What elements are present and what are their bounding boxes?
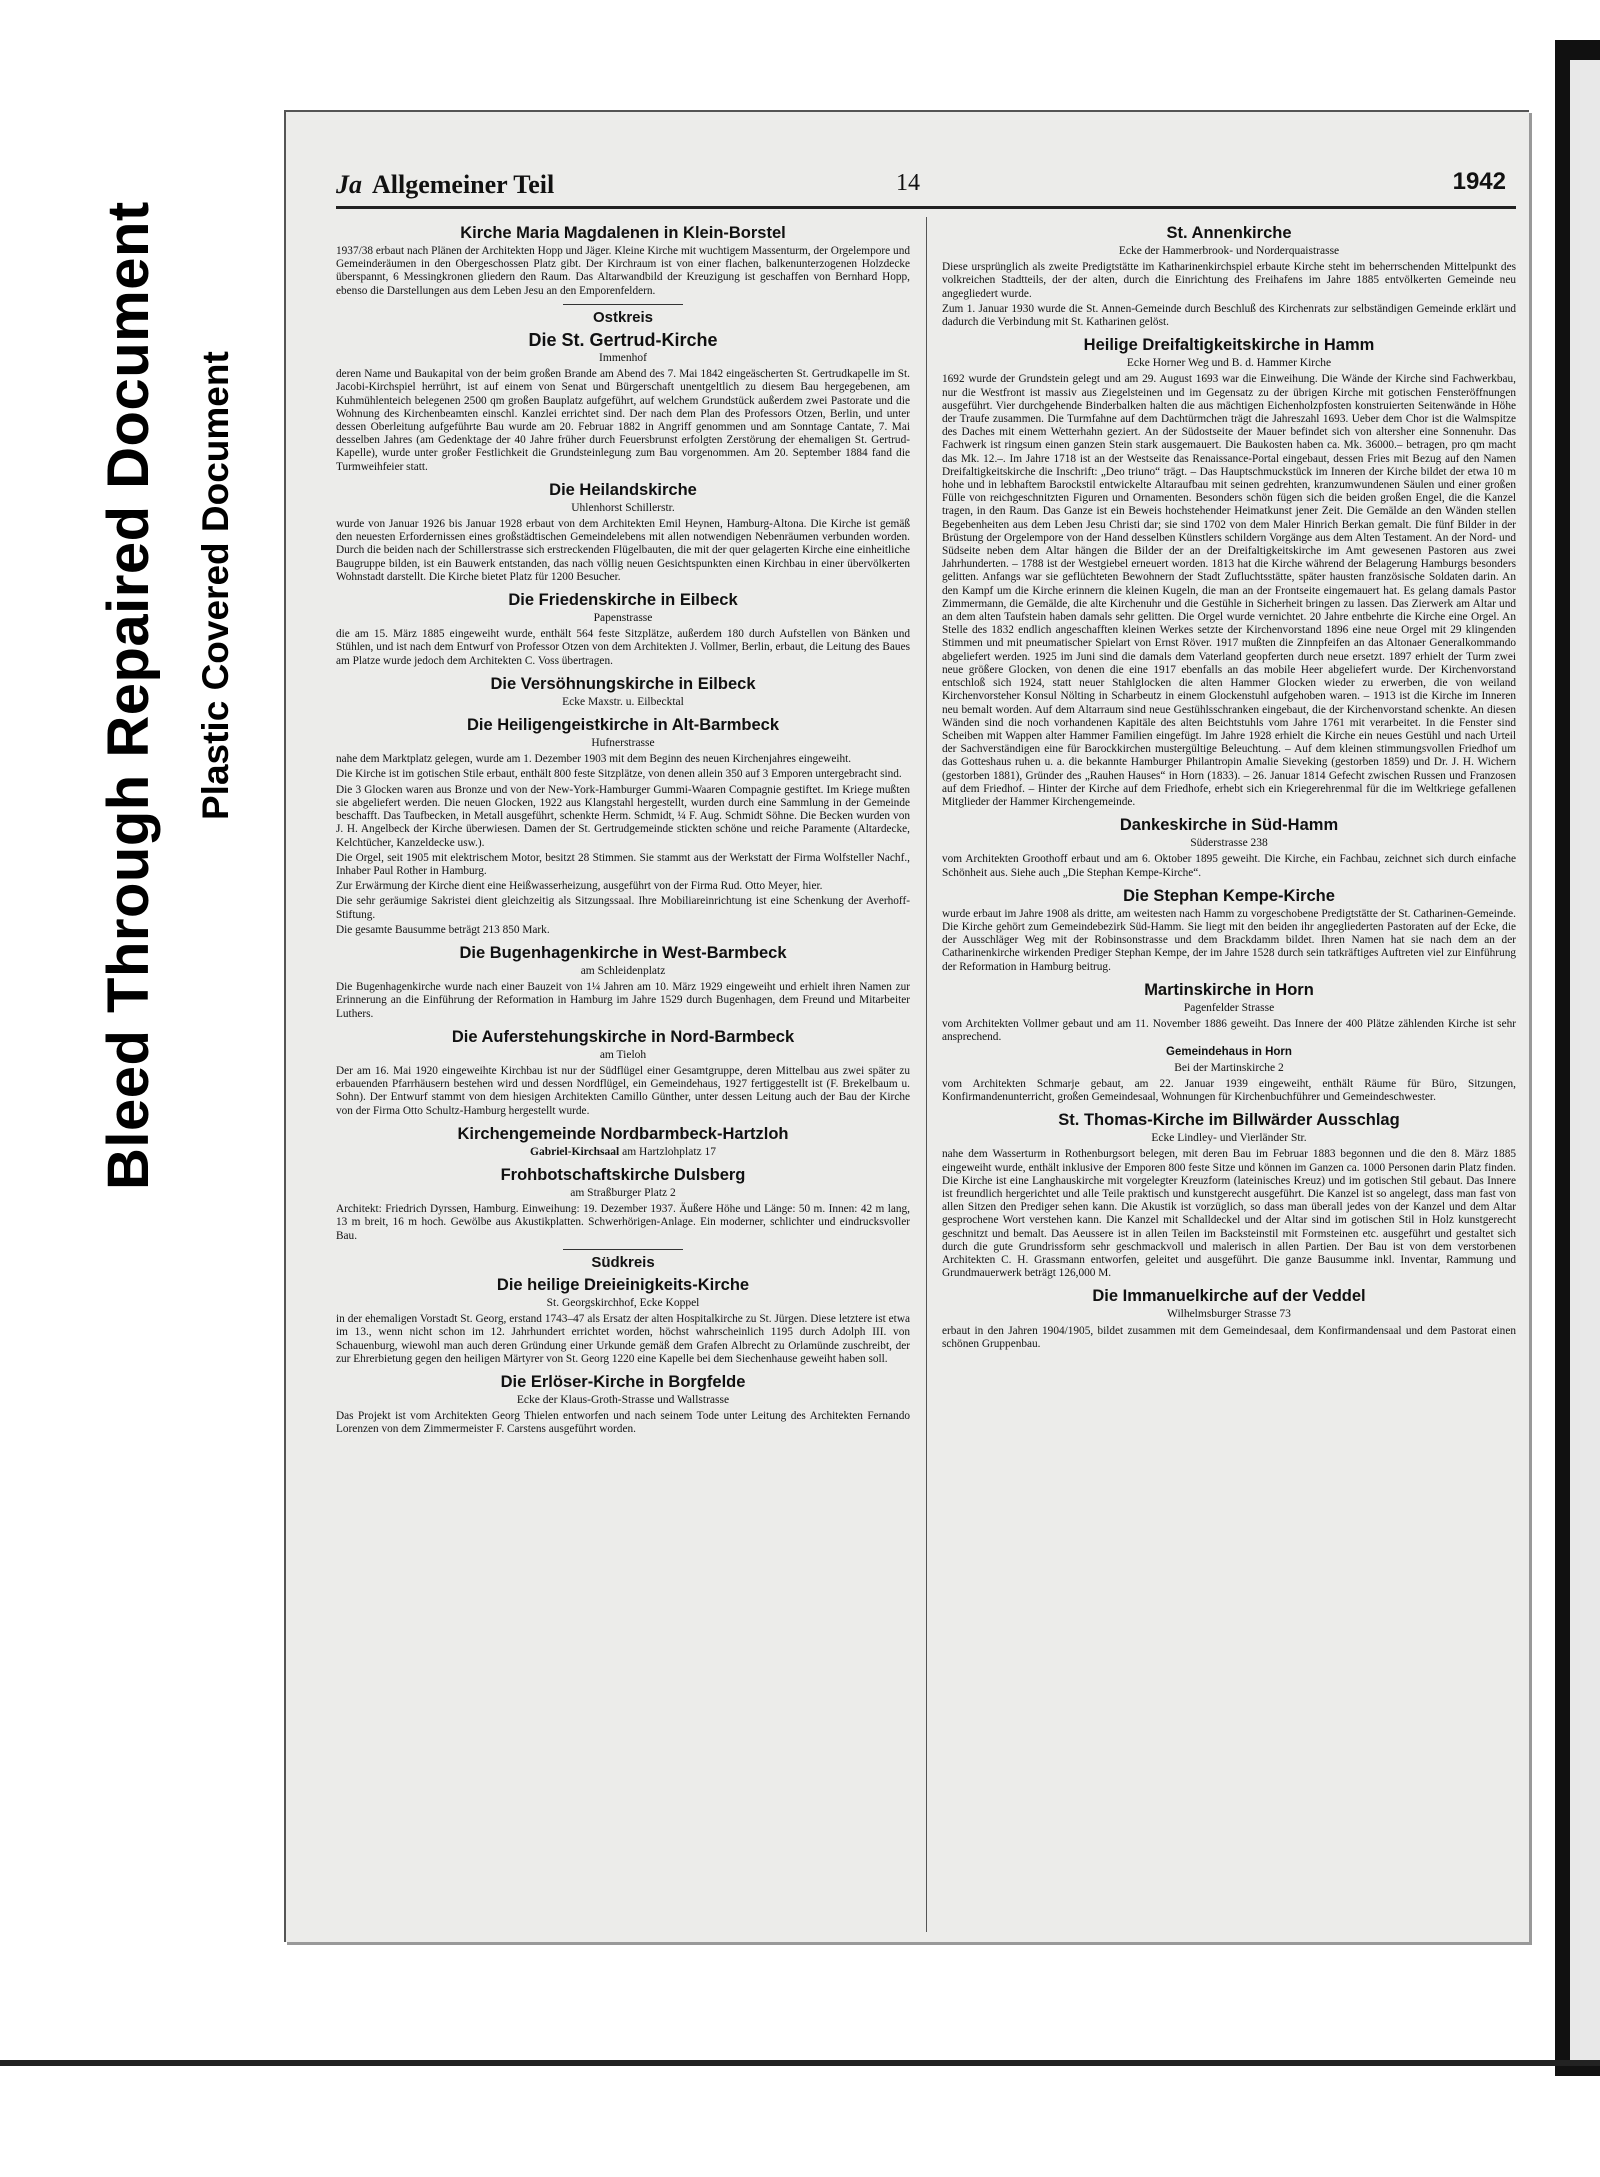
paragraph: 1937/38 erbaut nach Plänen der Architekten Hopp und Jäger. Kleine Kirche mit wuchtigem Massenturm, der Orgelempore und Gemeinderäumen in den Obergeschossen Platz gibt. Der Kirchraum ist von einer flachen, balkenunterzogenen Holzdecke überspannt, 6 Messingkronen gliedern den Raum. Das Altarwandbild der Kreuzigung ist geschaffen von Bernhard Hopp, ebenso die Darstellungen aus dem Leben Jesu an den Emporenfeldern. <box>336 245 910 297</box>
paragraph: Der am 16. Mai 1920 eingeweihte Kirchbau ist nur der Südflügel einer Gesamtgruppe, deren Mittelbau aus zwei später zu erbauenden Pfarrhäusern bestehen wird und dessen Nordflügel, ein Gemeindehaus, 1927 fertiggestellt ist (F. Brekelbaum u. Sohn). Der Entwurf stammt von dem hiesigen Architekten Camillo Günther, unter dessen Leitung auch der Bau der Kirche von der Firma Otto Schultz-Hamburg hergestellt wurde. <box>336 1064 910 1117</box>
address: Immenhof <box>599 352 647 365</box>
heading: Die Heiligengeistkirche in Alt-Barmbeck <box>466 716 780 735</box>
subheading: Gemeindehaus in Horn <box>1166 1046 1292 1059</box>
page-header <box>336 162 1516 212</box>
address: Ecke Maxstr. u. Eilbecktal <box>562 695 684 708</box>
address: Uhlenhorst Schillerstr. <box>571 501 675 514</box>
heading: Die heilige Dreieinigkeits-Kirche <box>496 1275 750 1294</box>
address: Ecke Horner Weg und B. d. Hammer Kirche <box>1126 357 1332 370</box>
heading: Die Erlöser-Kirche in Borgfelde <box>500 1372 746 1391</box>
year: 1942 <box>1452 168 1506 195</box>
divider <box>563 1249 683 1250</box>
paragraph: Diese ursprünglich als zweite Predigtstätte im Katharinenkirchspiel erbaute Kirche steht im beherrschenden Mittelpunkt des volkreichen Stadtteils, der der alten, durch die Einrichtung des Freihafens im Jahre 1885 entvölkerten Gemeinde neu angegliedert wurde. <box>942 261 1516 300</box>
heading: Die Auferstehungskirche in Nord-Barmbeck <box>451 1027 795 1046</box>
paragraph: Die sehr geräumige Sakristei dient gleichzeitig als Sitzungssaal. Ihre Mobiliareinrichtung ist eine Schenkung der Averhoff-Stiftung. <box>336 895 910 921</box>
heading: Die Immanuelkirche auf der Veddel <box>1092 1287 1366 1306</box>
paragraph: Das Projekt ist vom Architekten Georg Thielen entworfen und nach seinem Tode unter Leitung des Architekten Fernando Lorenzen von dem Zimmermeister F. Carstens ausgeführt worden. <box>336 1410 910 1436</box>
paragraph: Architekt: Friedrich Dyrssen, Hamburg. Einweihung: 19. Dezember 1937. Äußere Höhe und Länge: 50 m. Innen: 42 m lang, 13 m breit, 16 m hoch. Gewölbe aus Akustikplatten. Schwerhörigen-Anlage. Ein moderner, schlichter und eindrucksvoller Bau. <box>336 1203 910 1242</box>
paragraph: deren Name und Baukapital von der beim großen Brande am Abend des 7. Mai 1842 eingeäscherten St. Gertrudkapelle im St. Jacobi-Kirchspiel herrührt, ist auf einem von Senat und Bürgerschaft unentgeltlich zu diesem Bau hergegebenen, am Kuhmühlenteich belegenen 2500 qm großen Bauplatz aufgeführt, auf welchem Grundstück außerdem zwei Pastorate und die Wohnung des Kirchenbeamten einschl. Kanzlei errichtet sind. Der nach dem Plan des Professors Otzen, Berlin, und unter dessen Oberleitung aufgeführte Bau wurde am 20. Februar 1882 in Angriff genommen und am Sonntage Cantate, 7. Mai desselben Jahres (am Gedenktage der 40 Jahre früher durch Feuersbrunst erfolgten Zerstörung der ehemaligen St. Gertrud-Kapelle), wurde unter großer Festlichkeit die Grundsteinlegung zum Bau vorgenommen. Am 20. September 1884 fand die Turmweihfeier statt. <box>336 368 910 473</box>
address: Papenstrasse <box>593 612 653 625</box>
paragraph: Die Bugenhagenkirche wurde nach einer Bauzeit von 1¼ Jahren am 10. März 1929 eingeweiht und erhielt ihren Namen zur Erinnerung an die Einführung der Reformation in Hamburg im Jahre 1529 durch Bugenhagen, dem Freund und Mitarbeiter Luthers. <box>336 981 910 1020</box>
document-page <box>284 110 1529 1942</box>
paragraph: 1692 wurde der Grundstein gelegt und am 29. August 1693 war die Einweihung. Die Wände der Kirche sind Fachwerkbau, nur die Westfront ist massiv aus Ziegelsteinen und im Gegensatz zu der übrigen Kirche mit gotischen Fensteröffnungen ausgeführt. Vier durchgehende Binderbalken halten die aus mächtigen Eichenholzpfosten konstruierten Seitenwände in Höhe der Traufe zusammen. Die Turmfahne auf dem Dachtürmchen trägt die Jahreszahl 1693. Ueber dem Chor ist die Walmspitze des Daches mit einem Wetterhahn geziert. An der Südostseite der Mauer befindet sich von altersher eine Sonnenuhr. Das Fachwerk ist ringsum einen ganzen Stein stark ausgemauert. Die Baukosten haben ca. Mk. 36000.– betragen, pro qm macht das Mk. 12.–. Im Jahre 1718 ist an der Westseite das Renaissance-Portal eingebaut, dessen Fries mit Bezug auf den Namen Dreifaltigkeitskirche die Inschrift: „Deo triuno“ trägt. – Das Hauptschmuckstück im Inneren der Kirche bildet der etwa 10 m hohe und in lebhaftem Barockstil entwickelte Altaraufbau mit seinen gedrehten, kranzumwundenen Säulen und einer großen Fülle von reichgeschnitzten Figuren und Ornamenten. Besonders schön fügen sich die beiden großen Engel, die die Kanzel tragen, in den Raum. Das Ganze ist ein Beweis hochstehender Heimatkunst jener Zeit. Die Gemälde an den Wänden stellen Begebenheiten aus dem Leben Jesu Christi dar; sie sind 1702 von dem Maler Hinrich Berkan gemalt. Die fünf Bilder in der Brüstung der Orgelempore von der Hand desselben Künstlers schildern Vorgänge aus dem Alten Testament. An der Nord- und Südseite neben dem Altar hängen die Bilder der an der Dreifaltigkeitskirche im Amt gewesenen Pastoren aus zwei Jahrhunderten. – 1788 ist der Westgiebel erneuert worden. 1813 hat die Kirche während der Belagerung Hamburgs besonders gelitten. Anfangs war sie geflüchteten Bewohnern der Stadt Zufluchtsstätte, später hausten französische Soldaten darin. An den Kampf um die Kirche erinnern die kleinen Kugeln, die man an der Frontseite eingemauert hat. Es gelang damals Pastor Zimmermann, die Gemälde, die alte Kirchenuhr und die Gestühle in Sicherheit bringen zu lassen. Das Zierwerk am Altar und an dem alten Taufstein haben damals sehr gelitten. Die Orgel wurde vernichtet. 20 Jahre entbehrte die Kirche eine Orgel. An Stelle des 1832 endlich angeschafften kleinen Werkes setzte der Kirchenvorstand 1896 eine neue Orgel mit 29 klingenden Stimmen und mit pneumatischer Spielart von Ernst Röver. 1917 mußten die Zinnpfeifen an das Altonaer Generalkommando abgeliefert werden. 1925 im Juni sind die damals dem Vaterland geopferten durch neue ersetzt. 1897 erhielt der Turm zwei neue größere Glocken, von denen die eine 1917 ebenfalls an das mobile Heer abgeliefert wurde. Der Kirchenvorstand entschloß sich 1924, statt neuer Stahlglocken die alten Hammer Glocken wieder zu erwerben, die von weiland Kirchenvorsteher Konsul Nölting in Scharbeutz in einem Glockenstuhl aufgehoben waren. – 1913 ist die Kirche im Inneren neu bemalt worden. Auf dem Altarraum sind neue Gestühlsschranken eingebaut, die der Kirchenvorstand schenkte. An diesen Wänden sind die noch vorhandenen Kapitäle des alten Beichtstuhls vom Jahre 1761 mit verarbeitet. In die Fenster sind Scheiben mit Wappen alter Hammer Familien eingefügt. Im Jahre 1928 erhielt die Kirche ein neues Gestühl und nach Urteil der Sachverständigen eine für Barockkirchen mustergültige Beleuchtung. – Auf dem kleinen stimmungsvollen Friedhof um das Gotteshaus ruhen u. a. die bekannte Hamburger Philantropin Amalie Sieveking (gestorben 1859) und Dr. J. H. Wichern (gestorben 1881), Gründer des „Rauhen Hauses“ in Horn (1833). – 26. Januar 1814 Gefecht zwischen Russen und Franzosen auf dem Friedhof. – Hinter der Kirche auf dem Friedhofe, erhebt sich ein Kriegerehrenmal für die im Weltkriege gefallenen Mitglieder der Hammer Kirchengemeinde. <box>942 373 1516 808</box>
header-rule <box>336 206 1516 209</box>
page-number: 14 <box>896 170 920 196</box>
paragraph: nahe dem Marktplatz gelegen, wurde am 1. Dezember 1903 mit dem Beginn des neuen Kirchenjahres eingeweiht. <box>336 753 852 766</box>
scan-edge-right-inner <box>1570 60 1600 2060</box>
section-title: Ja Allgemeiner Teil <box>336 170 555 199</box>
paragraph: Zur Erwärmung der Kirche dient eine Heißwasserheizung, ausgeführt von der Firma Rud. Otto Meyer, hier. <box>336 880 823 893</box>
address: Wilhelmsburger Strasse 73 <box>1167 1308 1291 1321</box>
paragraph: die am 15. März 1885 eingeweiht wurde, enthält 564 feste Sitzplätze, außerdem 180 durch Aufstellen von Bänken und Stühlen, und ist nach dem Entwurf von Professor Otzen von dem Architekten J. Vollmer, Berlin, erbaut, die Leitung des Baues am Platze wurde jedoch dem Architekten C. Voss übertragen. <box>336 628 910 667</box>
district-heading: Südkreis <box>591 1253 655 1271</box>
paragraph: Die Orgel, seit 1905 mit elektrischem Motor, besitzt 28 Stimmen. Sie stammt aus der Werkstatt der Firma Wolfsteller Nachf., Inhaber Paul Rother in Hamburg. <box>336 851 910 877</box>
bleed-through-label: Bleed Through Repaired Document <box>96 201 161 1190</box>
heading: St. Thomas-Kirche im Billwärder Ausschlag <box>1058 1111 1400 1130</box>
address: Süderstrasse 238 <box>1190 837 1268 850</box>
paragraph: vom Architekten Schmarje gebaut, am 22. Januar 1939 eingeweiht, enthält Räume für Büro, Sitzungen, Konfirmandenunterricht, großen Gemeindesaal, Wohnungen für Kirchenbuchführer und Gemeindeschwester. <box>942 1077 1516 1103</box>
address: am Schleidenplatz <box>580 964 666 977</box>
paragraph: in der ehemaligen Vorstadt St. Georg, erstand 1743–47 als Ersatz der alten Hospitalkirche zu St. Jürgen. Diese letztere ist etwa im 13., wenn nicht schon im 12. Jahrhundert errichtet worden, höchst wahrscheinlich 1195 durch Adolph III. von Schauenburg, wiewohl man auch deren Gründung einer Urkunde gemäß dem Grafen Albrecht zu Orlamünde zuschreibt, der zur Ehrerbietung gegen den heiligen Märtyrer von St. Georg 1220 eine Kapelle bei dem Siechenhause geweiht haben soll. <box>336 1313 910 1365</box>
address: Bei der Martinskirche 2 <box>1174 1061 1284 1074</box>
paragraph: nahe dem Wasserturm in Rothenburgsort belegen, mit deren Bau im Februar 1883 begonnen und die den 8. März 1885 eingeweiht wurde, enthält inklusive der Emporen 800 feste Sitze und können im Ganzen ca. 1000 Personen darin Platz finden. Die Kirche ist eine Langhauskirche mit vorgelegter Kreuzform (lateinisches Kreuz) und im gotischen Stil gebaut. Das Innere ist freundlich hergerichtet und alle Teile praktisch und kunstgerecht ausgeführt. Die Kanzel ist so angelegt, dass man fast von allen Sitzen den Prediger sehen kann. Die Akustik ist vorzüglich, so dass man überall jedes von der Kanzel und dem Altar gesprochene Wort verstehen kann. Die Kanzel mit Schalldeckel und der Altar sind im gotischen Stil in Holz kunstgerecht geschnitzt und bemalt. Das Aeussere ist in allen Teilen im Backsteinstil mit Formsteinen etc. ausgeführt und gestaltet sich durch die gute Grundrissform sehr geschmackvoll und malerisch in allen Partien. Der Bau ist von dem verstorbenen Architekten C. H. Grassmann entworfen, geleitet und ausgeführt. Die ganze Bausumme inkl. Inventar, Rammung und Grundmauerwerk beträgt 126,000 M. <box>942 1148 1516 1280</box>
heading: Martinskirche in Horn <box>1144 980 1314 999</box>
heading: Die Versöhnungskirche in Eilbeck <box>490 674 756 693</box>
paragraph: erbaut in den Jahren 1904/1905, bildet zusammen mit dem Gemeindesaal, dem Konfirmandensaal und dem Pastorat einen schönen Gruppenbau. <box>942 1324 1516 1350</box>
column-divider <box>926 217 927 1932</box>
address: Hufnerstrasse <box>591 737 655 750</box>
heading: Frohbotschaftskirche Dulsberg <box>500 1165 746 1184</box>
paragraph: wurde erbaut im Jahre 1908 als dritte, am weitesten nach Hamm zu vorgeschobene Predigtstätte der St. Catharinen-Gemeinde. Die Kirche gehört zum Gemeindebezirk Süd-Hamm. Sie liegt mit den beiden ihr angegliederten Pastoraten auf der Ecke, die der Ausschläger Weg mit der Robinsonstrasse und dem Brackdamm bildet. Ihren Namen hat sie nach dem an der Catharinenkirche wirkenden Prediger Stephan Kempe, der im Jahre 1528 durch sein tatkräftiges Auftreten viel zur Einführung der Reformation in Hamburg beitrug. <box>942 907 1516 973</box>
heading: St. Annenkirche <box>1166 224 1292 242</box>
heading: Kirchengemeinde Nordbarmbeck-Hartzloh <box>457 1124 789 1143</box>
left-column <box>336 217 910 1439</box>
heading: Die Stephan Kempe-Kirche <box>1123 886 1335 905</box>
address: Ecke Lindley- und Vierländer Str. <box>1151 1132 1307 1145</box>
heading: Dankeskirche in Süd-Hamm <box>1119 816 1339 835</box>
address: Gabriel-Kirchsaal am Hartzlohplatz 17 <box>530 1145 716 1158</box>
scan-edge-bottom <box>0 2060 1600 2066</box>
heading: Die Heilandskirche <box>549 480 697 499</box>
heading: Heilige Dreifaltigkeitskirche in Hamm <box>1083 336 1375 355</box>
paragraph: Die gesamte Bausumme beträgt 213 850 Mark. <box>336 923 550 936</box>
paragraph: vom Architekten Groothoff erbaut und am 6. Oktober 1895 geweiht. Die Kirche, ein Fachbau, zeichnet sich durch einfache Schönheit aus. Siehe auch „Die Stephan Kempe-Kirche“. <box>942 853 1516 879</box>
side-labels <box>95 201 255 1190</box>
plastic-covered-label: Plastic Covered Document <box>195 351 236 820</box>
paragraph: Zum 1. Januar 1930 wurde die St. Annen-Gemeinde durch Beschluß des Kirchenrats zur selbständigen Gemeinde erklärt und dadurch die Verbindung mit St. Katharinen gelöst. <box>942 302 1516 329</box>
address: am Straßburger Platz 2 <box>570 1186 676 1199</box>
heading: Die Friedenskirche in Eilbeck <box>508 591 738 610</box>
address: St. Georgskirchhof, Ecke Koppel <box>546 1296 700 1309</box>
address: Ecke der Klaus-Groth-Strasse und Wallstrasse <box>516 1393 730 1406</box>
address: am Tieloh <box>599 1048 647 1061</box>
address: Pagenfelder Strasse <box>1183 1001 1275 1014</box>
heading: Die St. Gertrud-Kirche <box>528 330 718 351</box>
paragraph: vom Architekten Vollmer gebaut und am 11. November 1886 geweiht. Das Innere der 400 Plätze zählenden Kirche ist sehr ansprechend. <box>942 1017 1516 1044</box>
right-column <box>942 217 1516 1353</box>
district-heading: Ostkreis <box>592 308 654 326</box>
paragraph: wurde von Januar 1926 bis Januar 1928 erbaut von dem Architekten Emil Heynen, Hamburg-Altona. Die Kirche ist gemäß den neuesten Erfordernissen eines großstädtischen Gemeindelebens mit allen notwendigen Nebenräumen verbunden worden. Durch die beiden nach der Schillerstrasse sich erstreckenden Flügelbauten, die mit der quer gelagerten Kirche eine einheitliche Baugruppe bilden, ist ein Bauwerk entstanden, das nach völlig neuen Gesichtspunkten einen Kirchbau in einer übervölkerten Wohnstadt darstellt. Die Kirche bietet Platz für 1200 Besucher. <box>336 518 910 583</box>
heading: Kirche Maria Magdalenen in Klein-Borstel <box>460 224 786 242</box>
paragraph: Die 3 Glocken waren aus Bronze und von der New-York-Hamburger Gummi-Waaren Compagnie gestiftet. Im Kriege mußten sie abgeliefert werden. Die neuen Glocken, 1922 aus Klangstahl hergestellt, wurden durch eine Sammlung in der Gemeinde beschafft. Das Taufbecken, in Metall ausgeführt, schenkte Herm. Schmidt, ¼ F. Aug. Schmidt Söhne. Die Becken wurden von J. H. Angelbeck der Kirche überwiesen. Damen der St. Gertrudgemeinde stickten schöne und reiche Paramente (Altardecke, Kelchtücher, Kanzeldecke usw.). <box>336 783 910 849</box>
paragraph: Die Kirche ist im gotischen Stile erbaut, enthält 800 feste Sitzplätze, von denen allein 350 auf 3 Emporen untergebracht sind. <box>336 768 902 781</box>
address: Ecke der Hammerbrook- und Norderquaistrasse <box>1118 245 1340 257</box>
divider <box>563 304 683 305</box>
heading: Die Bugenhagenkirche in West-Barmbeck <box>459 943 787 962</box>
